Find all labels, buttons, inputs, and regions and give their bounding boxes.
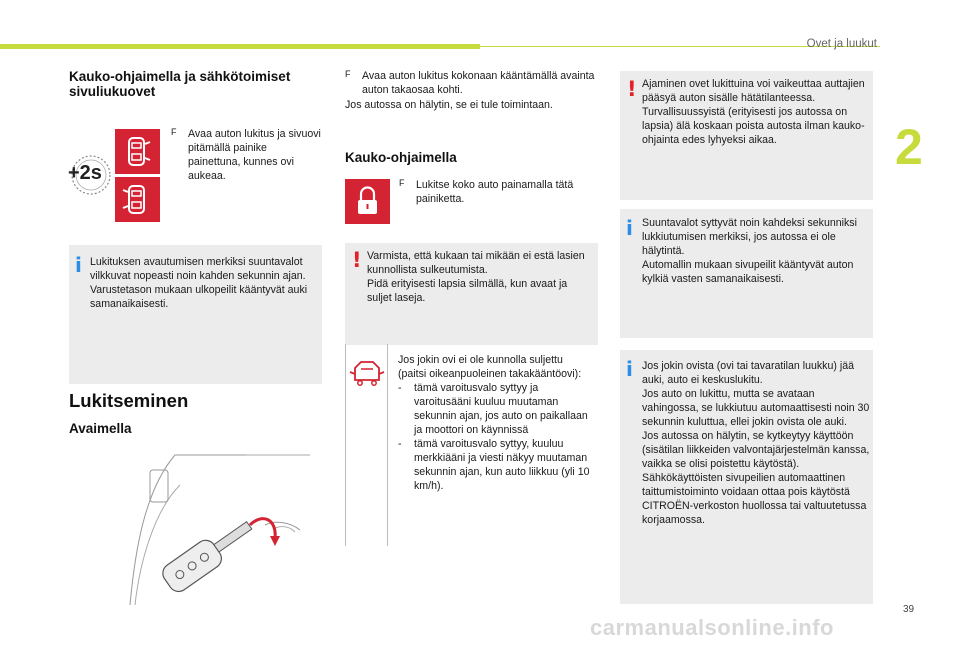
- step-lock-remote: [399, 178, 599, 206]
- list-item: [398, 437, 593, 493]
- list-item: [398, 381, 593, 437]
- alarm-note: Jos autossa on hälytin, se ei tule toimintaan.: [345, 99, 553, 111]
- table-border: [387, 344, 388, 546]
- step-open-sliding-door: [171, 127, 321, 183]
- step-unlock-with-key: [345, 69, 605, 97]
- info-icon: i: [75, 253, 82, 277]
- info-icon: i: [626, 357, 633, 381]
- key-in-door-illustration: [125, 450, 310, 605]
- step-text: Lukitse koko auto painamalla tätä painiketta.: [416, 179, 574, 205]
- door-open-explanation: [398, 353, 593, 493]
- list-dash: -: [398, 438, 402, 450]
- info-text: Lukituksen avautumisen merkiksi suuntavalot vilkkuvat nopeasti noin kahden sekunnin ajan. Varustetason mukaan ulkopeilit kääntyvät auki samanaikaisesti.: [90, 256, 308, 310]
- warning-icon: !: [627, 77, 637, 101]
- info-box: [69, 245, 322, 384]
- door-open-warning-icon: [349, 354, 385, 390]
- watermark: carmanualsonline.info: [590, 615, 834, 640]
- list-item-text: tämä varoitusvalo syttyy, kuuluu merkkiääni ja viesti näkyy muutaman sekunnin ajan, kun auto liikkuu (yli 10 km/h).: [414, 438, 590, 492]
- padlock-icon: [345, 179, 390, 224]
- door-open-intro: Jos jokin ovi ei ole kunnolla suljettu (paitsi oikeanpuoleinen takakääntöovi):: [398, 354, 582, 380]
- table-border: [345, 344, 346, 546]
- info-icon: i: [626, 216, 633, 240]
- list-dash: -: [398, 382, 402, 394]
- heading-remote-sliding-doors: Kauko-ohjaimella ja sähkötoimiset sivuliukuovet: [69, 69, 291, 99]
- warning-box: [620, 71, 873, 200]
- info-box: [620, 350, 873, 604]
- list-item-text: tämä varoitusvalo syttyy ja varoitusääni kuuluu muutaman sekunnin ajan, jos auto on paikallaan ja moottori on käynnissä: [414, 382, 588, 436]
- info-text: Jos jokin ovista (ovi tai tavaratilan luukku) jää auki, auto ei keskuslukitu. Jos auto on lukittu, mutta se avataan vahingossa, se lukkiutuu automaattisesti noin 30 sekunnin kuluttua, ellei jokin ovista ole auki. Jos autossa on hälytin, se kytkeytyy käyttöön (sisätilan liikkeiden valvontajärjestelmän kanssa, vaikka se olisi poistettu käytöstä). Sähkökäyttöisten sivupeilien automaattinen taittumistoiminto voidaan ottaa pois käytöstä CITROËN-verkoston huollossa tai valtuutetussa korjaamossa.: [642, 360, 870, 526]
- hold-2s-label: +2s: [68, 162, 102, 184]
- warning-icon: !: [352, 248, 362, 272]
- arrow-bullet-icon: F: [345, 69, 351, 79]
- warning-text: Ajaminen ovet lukittuina voi vaikeuttaa auttajien pääsyä auton sisälle hätätilanteessa. Turvallisuussyistä (erityisesti jos autossa on lapsia) älä koskaan poista autosta ilman kauko-ohjainta edes lyhyeksi aikaa.: [642, 78, 865, 146]
- info-box: [620, 209, 873, 338]
- arrow-bullet-icon: F: [399, 178, 405, 188]
- warning-box: [345, 243, 598, 345]
- page-number: 39: [903, 604, 915, 615]
- open-door-car-icon: [115, 177, 160, 222]
- header-accent-bar: [0, 44, 480, 49]
- chapter-number: 2: [895, 119, 923, 175]
- heading-with-remote: Kauko-ohjaimella: [345, 150, 457, 165]
- section-title: Ovet ja luukut: [806, 38, 877, 50]
- heading-with-key: Avaimella: [69, 421, 132, 436]
- info-text: Suuntavalot syttyvät noin kahdeksi sekunniksi lukkiutumisen merkiksi, jos autossa ei ole hälytintä. Automallin mukaan sivupeilit kääntyvät auton kylkiä vasten samanaikaisesti.: [642, 217, 857, 285]
- step-text: Avaa auton lukitus kokonaan kääntämällä avainta auton takaosaa kohti.: [362, 70, 595, 96]
- arrow-bullet-icon: F: [171, 127, 177, 137]
- heading-locking: Lukitseminen: [69, 390, 189, 411]
- open-door-car-icon: [115, 129, 160, 174]
- step-text: Avaa auton lukitus ja sivuovi pitämällä painike painettuna, kunnes ovi aukeaa.: [188, 128, 321, 182]
- warning-text: Varmista, että kukaan tai mikään ei estä lasien kunnollista sulkeutumista. Pidä erityisesti lapsia silmällä, kun avaat ja suljet laseja.: [367, 250, 585, 304]
